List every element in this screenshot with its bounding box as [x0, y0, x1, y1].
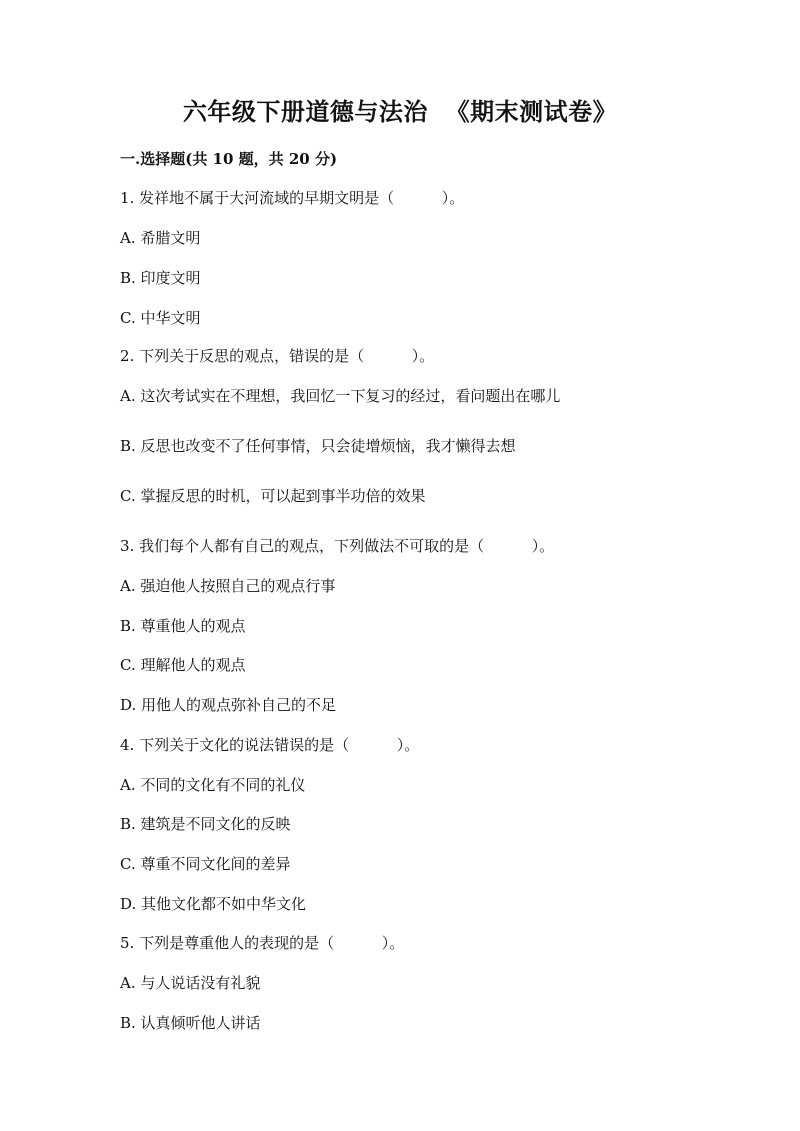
section-heading: 一.选择题(共 10 题，共 20 分)	[120, 150, 338, 168]
question-4-option-b: B. 建筑是不同文化的反映	[120, 815, 291, 833]
question-1-stem: 1. 发祥地不属于大河流域的早期文明是（ ）。	[120, 189, 465, 207]
question-4-option-c: C. 尊重不同文化间的差异	[120, 855, 291, 873]
question-2-option-c: C. 掌握反思的时机，可以起到事半功倍的效果	[120, 487, 426, 505]
question-1-option-a: A. 希腊文明	[120, 229, 201, 247]
question-3-option-b: B. 尊重他人的观点	[120, 617, 246, 635]
question-5-stem: 5. 下列是尊重他人的表现的是（ ）。	[120, 934, 405, 952]
exam-title: 六年级下册道德与法治 《期末测试卷》	[182, 97, 618, 126]
question-2-option-b: B. 反思也改变不了任何事情，只会徒增烦恼，我才懒得去想	[120, 437, 516, 455]
question-3-stem: 3. 我们每个人都有自己的观点，下列做法不可取的是（ ）。	[120, 537, 555, 555]
question-3-option-c: C. 理解他人的观点	[120, 656, 246, 674]
question-2-stem: 2. 下列关于反思的观点，错误的是（ ）。	[120, 347, 435, 365]
question-1-option-b: B. 印度文明	[120, 269, 201, 287]
question-2-option-a: A. 这次考试实在不理想，我回忆一下复习的经过，看问题出在哪儿	[120, 387, 561, 405]
question-5-option-a: A. 与人说话没有礼貌	[120, 974, 261, 992]
question-4-stem: 4. 下列关于文化的说法错误的是（ ）。	[120, 736, 420, 754]
question-3-option-a: A. 强迫他人按照自己的观点行事	[120, 577, 336, 595]
question-4-option-a: A. 不同的文化有不同的礼仪	[120, 776, 306, 794]
question-5-option-b: B. 认真倾听他人讲话	[120, 1014, 261, 1032]
question-3-option-d: D. 用他人的观点弥补自己的不足	[120, 696, 337, 714]
question-4-option-d: D. 其他文化都不如中华文化	[120, 895, 307, 913]
question-1-option-c: C. 中华文明	[120, 309, 201, 327]
